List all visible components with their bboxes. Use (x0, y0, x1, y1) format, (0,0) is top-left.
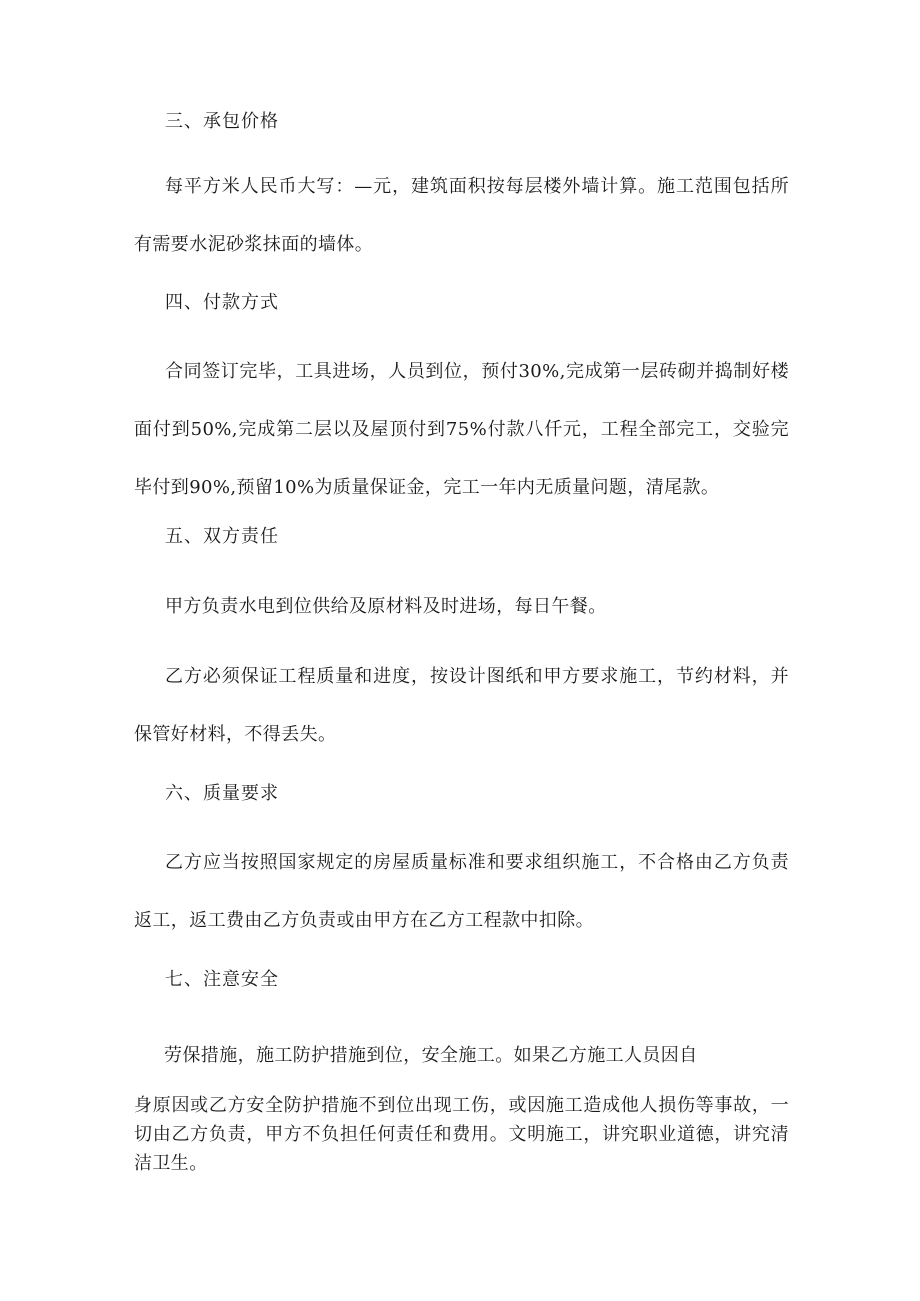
safety-paragraph-line1: 劳保措施，施工防护措施到位，安全施工。如果乙方施工人员因自 (164, 1045, 698, 1066)
section-heading-quality: 六、质量要求 (165, 783, 279, 804)
section-heading-responsibility: 五、双方责任 (165, 526, 279, 547)
price-paragraph: 每平方米人民币大写：—元，建筑面积按每层楼外墙计算。施工范围包括所有需要水泥砂浆抹面的墙体。 (134, 176, 789, 255)
quality-paragraph: 乙方应当按照国家规定的房屋质量标准和要求组织施工，不合格由乙方负责返工，返工费由乙方负责或由甲方在乙方工程款中扣除。 (134, 852, 789, 931)
safety-paragraph-rest: 身原因或乙方安全防护措施不到位出现工伤，或因施工造成他人损伤等事故，一切由乙方负责，甲方不负担任何责任和费用。文明施工，讲究职业道德，讲究清洁卫生。 (134, 1095, 789, 1174)
section-heading-price: 三、承包价格 (165, 111, 279, 132)
responsibility-paragraph-party-b: 乙方必须保证工程质量和进度，按设计图纸和甲方要求施工，节约材料，并保管好材料，不得丢失。 (134, 666, 789, 745)
section-heading-payment: 四、付款方式 (165, 292, 279, 313)
responsibility-paragraph-party-a: 甲方负责水电到位供给及原材料及时进场，每日午餐。 (165, 596, 607, 617)
section-heading-safety: 七、注意安全 (165, 969, 279, 990)
payment-paragraph: 合同签订完毕，工具进场，人员到位，预付30%,完成第一层砖砌并捣制好楼面付到50%,完成第二层以及屋顶付到75%付款八仟元，工程全部完工，交验完毕付到90%,预留10%为质量保证金，完工一年内无质量问题，清尾款。 (134, 361, 789, 498)
